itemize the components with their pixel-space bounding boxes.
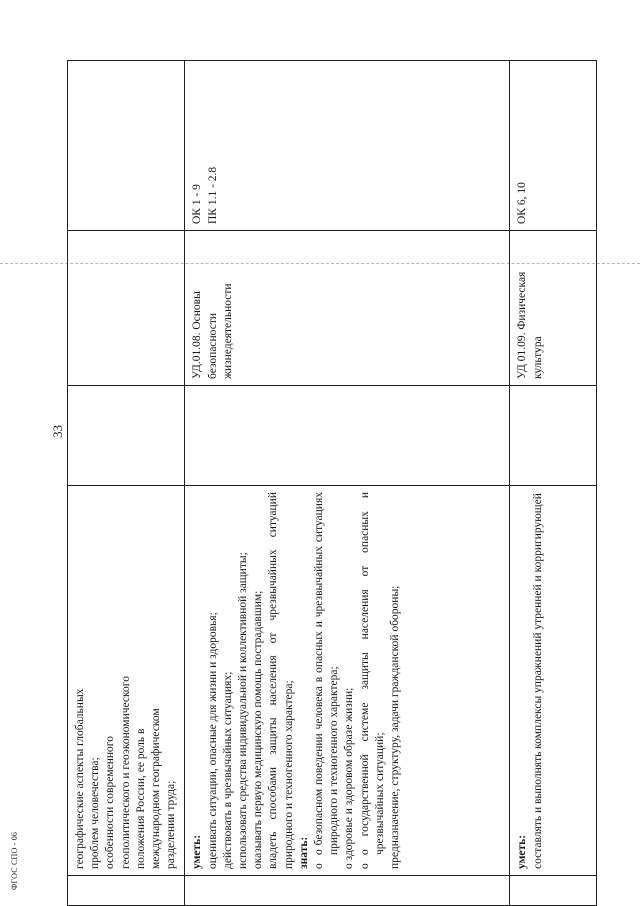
knowledge-item: о здоровье и здоровом образе жизни; — [343, 687, 356, 869]
skill-item: оказывать первую медицинскую помощь пострадавшим; — [252, 590, 265, 869]
table-cell-discipline — [68, 231, 185, 386]
table-cell-discipline: УД 01.09. Физическая культура — [510, 231, 597, 386]
table-cell-content — [510, 486, 597, 876]
table-cell-empty — [510, 386, 597, 486]
content-line: географические аспекты глобальных — [74, 688, 86, 869]
table-row — [68, 61, 185, 906]
page-number: 33 — [50, 425, 65, 438]
table-cell-content — [68, 486, 185, 876]
skill-item: действовать в чрезвычайных ситуациях; — [221, 671, 234, 869]
table-cell-content — [185, 486, 510, 876]
bullet-marker: о — [358, 863, 371, 869]
table-cell-competencies: ОК 6, 10 — [510, 61, 597, 231]
knowledge-text: о безопасном поведении человека в опасных и чрезвычайных ситуациях природного и техногенного характера; — [313, 492, 341, 855]
skill-item: использовать средства индивидуальной и коллективной защиты; — [237, 552, 250, 869]
skills-heading: уметь: — [516, 834, 529, 869]
table-cell-empty — [185, 386, 510, 486]
skill-item: оценивать ситуации, опасные для жизни и здоровья; — [206, 612, 219, 869]
competency-line: ОК 1 - 9 — [191, 184, 204, 224]
table-cell-competencies — [185, 61, 510, 231]
knowledge-text: о государственной системе защиты населения от опасных и чрезвычайных ситуаций; — [358, 492, 386, 855]
table-row — [510, 61, 597, 906]
content-line: геополитического и геоэкономического — [119, 676, 132, 869]
content-line: положения России, ее роль в — [134, 728, 147, 869]
competency-line: ПК 1.1 - 2.8 — [206, 166, 219, 224]
skill-item: составлять и выполнять комплексы упражнений утренней и корригирующей — [531, 493, 544, 869]
table-cell-empty — [68, 386, 185, 486]
content-line: проблем человечества; — [89, 757, 102, 869]
content-line: особенности современного — [104, 736, 117, 869]
content-line: международном географическом — [150, 708, 163, 869]
knowledge-item — [358, 492, 388, 869]
table-cell-competencies — [68, 61, 185, 231]
table-cell-index — [510, 876, 597, 906]
table-cell-index — [185, 876, 510, 906]
competency-table — [67, 60, 597, 906]
knowledge-item — [312, 492, 342, 869]
content-line: разделении труда; — [165, 780, 178, 869]
bullet-marker: о — [313, 863, 326, 869]
skills-heading: уметь: — [191, 834, 204, 869]
table-cell-discipline: УД.01.08. Основы безопасности жизнедеятельности — [185, 231, 510, 386]
document-footer: ФГОС СПО - 06 — [10, 831, 19, 890]
table-cell-index — [68, 876, 185, 906]
competency-table-rotated — [67, 61, 592, 906]
table-row — [185, 61, 510, 906]
knowledge-heading: знать: — [297, 836, 310, 869]
skill-item: владеть способами защиты населения от чрезвычайных ситуаций природного и техногенного характера; — [267, 492, 295, 869]
knowledge-item: предназначение, структуру, задачи гражданской обороны; — [389, 585, 402, 869]
